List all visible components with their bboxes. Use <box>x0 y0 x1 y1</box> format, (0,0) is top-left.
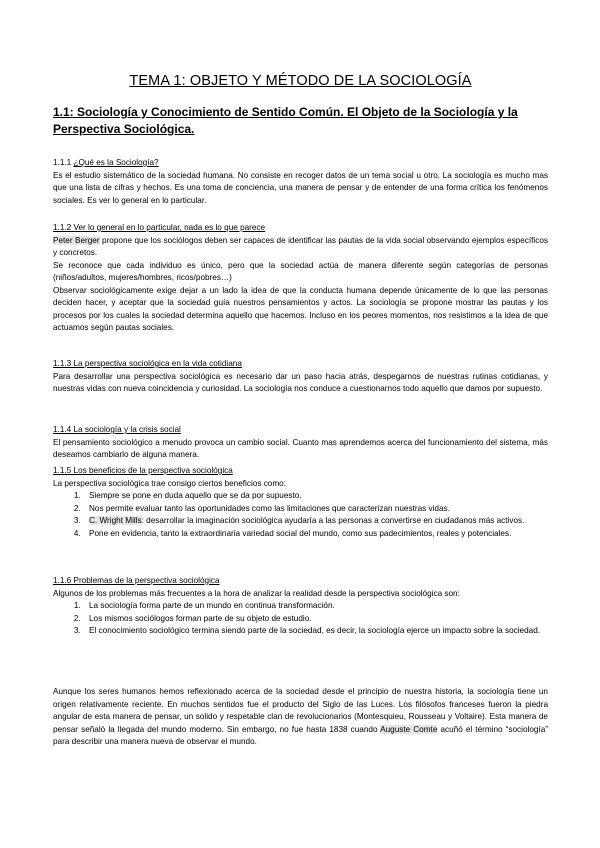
section-1-1-2-title: 1.1.2 Ver lo general en lo particular, nada es lo que parece <box>53 223 266 232</box>
section-1-1-2-p1: Peter Berger propone que los sociólogos deben ser capaces de identificar las pautas de la vida social observando ejemplos específicos y concretos. <box>53 235 548 257</box>
page-title: TEMA 1: OBJETO Y MÉTODO DE LA SOCIOLOGÍA <box>129 73 472 89</box>
section-1-1-5-intro: La perspectiva sociológica trae consigo ciertos beneficios como: <box>53 478 287 488</box>
list-item: 3. C. Wright Mills: desarrollar la imaginación sociológica ayudaría a las personas a convertirse en ciudadanos más activos. <box>83 515 548 528</box>
problems-list <box>53 600 548 638</box>
list-item: 2. Los mismos sociólogos forman parte de su objeto de estudio. <box>83 613 548 626</box>
list-item: 3. El conocimiento sociológico termina siendo parte de la sociedad, es decir, la sociología ejerce un impacto sobre la sociedad. <box>83 625 548 638</box>
closing-paragraph: Aunque los seres humanos hemos reflexionado acerca de la sociedad desde el principio de nuestra historia, la sociología tiene un origen relativamente reciente. En muchos sentidos fue el producto del Siglo de las Luces. Los filósofos franceses fueron la piedra angular de esta manera de pensar, un solido y respetable clan de revolucionarios (Montesquieu, Rousseau y Voltaire). Esta manera de pensar señaló la llegada del mundo moderno. Sin embargo, no fue hasta 1838 cuando Auguste Comte acuñó el término “sociología” para describir una manera nueva de observar el mundo. <box>53 687 549 746</box>
benefits-list <box>53 490 548 540</box>
section-1-1-4-title: 1.1.4 La sociología y la crisis social <box>53 425 181 434</box>
section-1-1-6 <box>53 575 548 638</box>
section-1-1-1-text: Es el estudio sistemático de la sociedad humana. No consiste en recoger datos de un tema social u otro. La sociología es mucho mas que una lista de cifras y hechos. Es una toma de conciencia, una manera de pensar y de entender de una forma crítica los fenómenos sociales. Es ver lo general en lo particular. <box>53 170 548 205</box>
section-1-1-1 <box>53 157 548 207</box>
section-1-1-2 <box>53 222 548 335</box>
highlighted-name: C. Wright Mills <box>89 516 142 525</box>
section-1-1-4-text: El pensamiento sociológico a menudo provoca un cambio social. Cuanto mas aprendemos acerca del funcionamiento del sistema, más deseamos cambiarlo de alguna manera. <box>53 437 548 459</box>
list-item: 2. Nos permite evaluar tanto las oportunidades como las limitaciones que caracterizan nuestras vidas. <box>83 503 548 516</box>
section-1-1-1-title: 1.1.1 ¿Qué es la Sociología? <box>53 158 159 167</box>
section-1-1-3-title: 1.1.3 La perspectiva sociológica en la vida cotidiana <box>53 359 242 368</box>
section-1-1-6-title: 1.1.6 Problemas de la perspectiva sociológica <box>53 576 220 585</box>
section-1-1-2-p2: Se reconoce que cada individuo es único, pero que la sociedad actúa de manera diferente según categorías de personas (niños/adultos, mujeres/hombres, ricos/pobres…) <box>53 260 548 282</box>
highlighted-name: Auguste Comte <box>380 724 438 734</box>
section-1-1-4 <box>53 424 548 462</box>
list-item: 1. La sociología forma parte de un mundo en continua transformación. <box>83 600 548 613</box>
section-1-1-5 <box>53 465 548 540</box>
list-item: 4. Pone en evidencia, tanto la extraordinaria variedad social del mundo, como sus padecimientos, reales y potenciales. <box>83 528 548 541</box>
highlighted-name: Peter Berger <box>53 235 100 245</box>
section-1-1-3 <box>53 358 548 396</box>
list-item: 1. Siempre se pone en duda aquello que se da por supuesto. <box>83 490 548 503</box>
section-1-1-2-p3: Observar sociológicamente exige dejar a un lado la idea de que la conducta humana depende únicamente de lo que las personas deciden hacer, y aceptar que la sociedad guía nuestros pensamientos y actos. La sociología se propone mostrar las pautas y los procesos por los cuales la sociedad determina aquello que hacemos. Incluso en los peores momentos, nos resistimos a la idea de que actuamos según pautas sociales. <box>53 285 548 332</box>
section-1-1-6-intro: Algunos de los problemas más frecuentes a la hora de analizar la realidad desde la perspectiva sociológica son: <box>53 588 460 598</box>
section-1-1-3-text: Para desarrollar una perspectiva sociológica es necesario dar un paso hacia atrás, despegarnos de nuestras rutinas cotidianas, y nuestras vidas con nueva coincidencia y curiosidad. La sociología nos conduce a cuestionarnos todo aquello que damos por supuesto. <box>53 371 548 393</box>
section-heading: 1.1: Sociología y Conocimiento de Sentido Común. El Objeto de la Sociología y la Perspectiva Sociológica. <box>53 105 518 136</box>
section-1-1-5-title: 1.1.5 Los beneficios de la perspectiva sociológica <box>53 466 233 475</box>
